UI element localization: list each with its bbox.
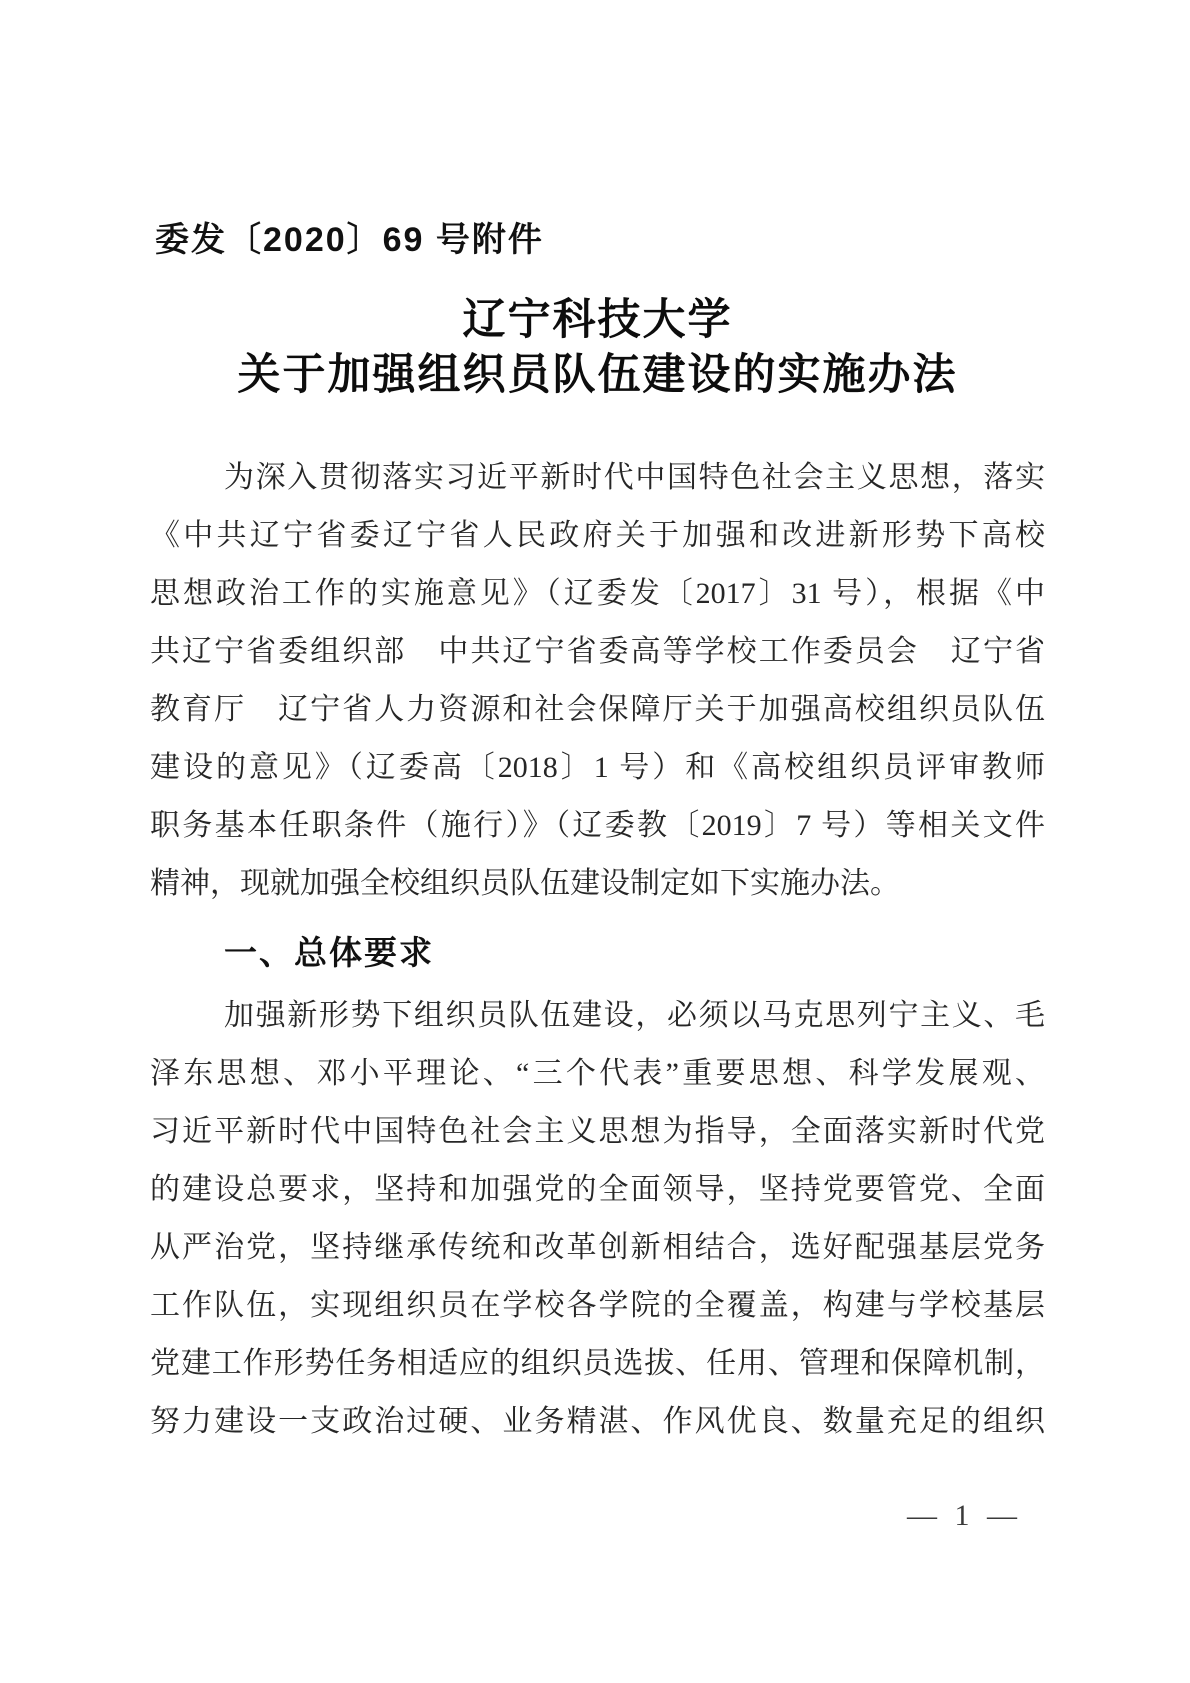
body-text-line: 从严治党，坚持继承传统和改革创新相结合，选好配强基层党务 xyxy=(150,1231,1045,1264)
body-text-line: 职务基本任职条件（施行）》（辽委教〔2019〕7 号）等相关文件 xyxy=(150,809,1045,842)
body-text-line: 努力建设一支政治过硬、业务精湛、作风优良、数量充足的组织 xyxy=(150,1405,1045,1438)
body-text-line: 建设的意见》（辽委高〔2018〕1 号）和《高校组织员评审教师 xyxy=(150,751,1045,784)
body-text-line: 精神，现就加强全校组织员队伍建设制定如下实施办法。 xyxy=(150,867,900,900)
body-text-line: 习近平新时代中国特色社会主义思想为指导，全面落实新时代党 xyxy=(150,1115,1045,1148)
title-university-name: 辽宁科技大学 xyxy=(462,297,733,344)
page-number: — 1 — xyxy=(907,1499,1022,1532)
body-text-line: 为深入贯彻落实习近平新时代中国特色社会主义思想，落实 xyxy=(224,461,1045,494)
section-heading-1: 一、总体要求 xyxy=(224,934,434,971)
body-text-line: 加强新形势下组织员队伍建设，必须以马克思列宁主义、毛 xyxy=(224,999,1045,1032)
doc-reference-number: 委发〔2020〕69 号附件 xyxy=(155,221,544,259)
body-text-line: 《中共辽宁省委辽宁省人民政府关于加强和改进新形势下高校 xyxy=(150,519,1045,552)
intro-paragraph xyxy=(150,449,1045,913)
section1-paragraph xyxy=(150,987,1045,1451)
document-title xyxy=(150,293,1045,403)
body-text-line: 教育厅 辽宁省人力资源和社会保障厅关于加强高校组织员队伍 xyxy=(150,693,1045,726)
body-text-line: 党建工作形势任务相适应的组织员选拔、任用、管理和保障机制， xyxy=(150,1347,1045,1380)
title-subject: 关于加强组织员队伍建设的实施办法 xyxy=(237,352,958,399)
body-text-line: 泽东思想、邓小平理论、“三个代表”重要思想、科学发展观、 xyxy=(150,1057,1045,1090)
body-text-line: 共辽宁省委组织部 中共辽宁省委高等学校工作委员会 辽宁省 xyxy=(150,635,1045,668)
body-text-line: 的建设总要求，坚持和加强党的全面领导，坚持党要管党、全面 xyxy=(150,1173,1045,1206)
body-text-line: 工作队伍，实现组织员在学校各学院的全覆盖，构建与学校基层 xyxy=(150,1289,1045,1322)
body-text-line: 思想政治工作的实施意见》（辽委发〔2017〕31 号），根据《中 xyxy=(150,577,1045,610)
